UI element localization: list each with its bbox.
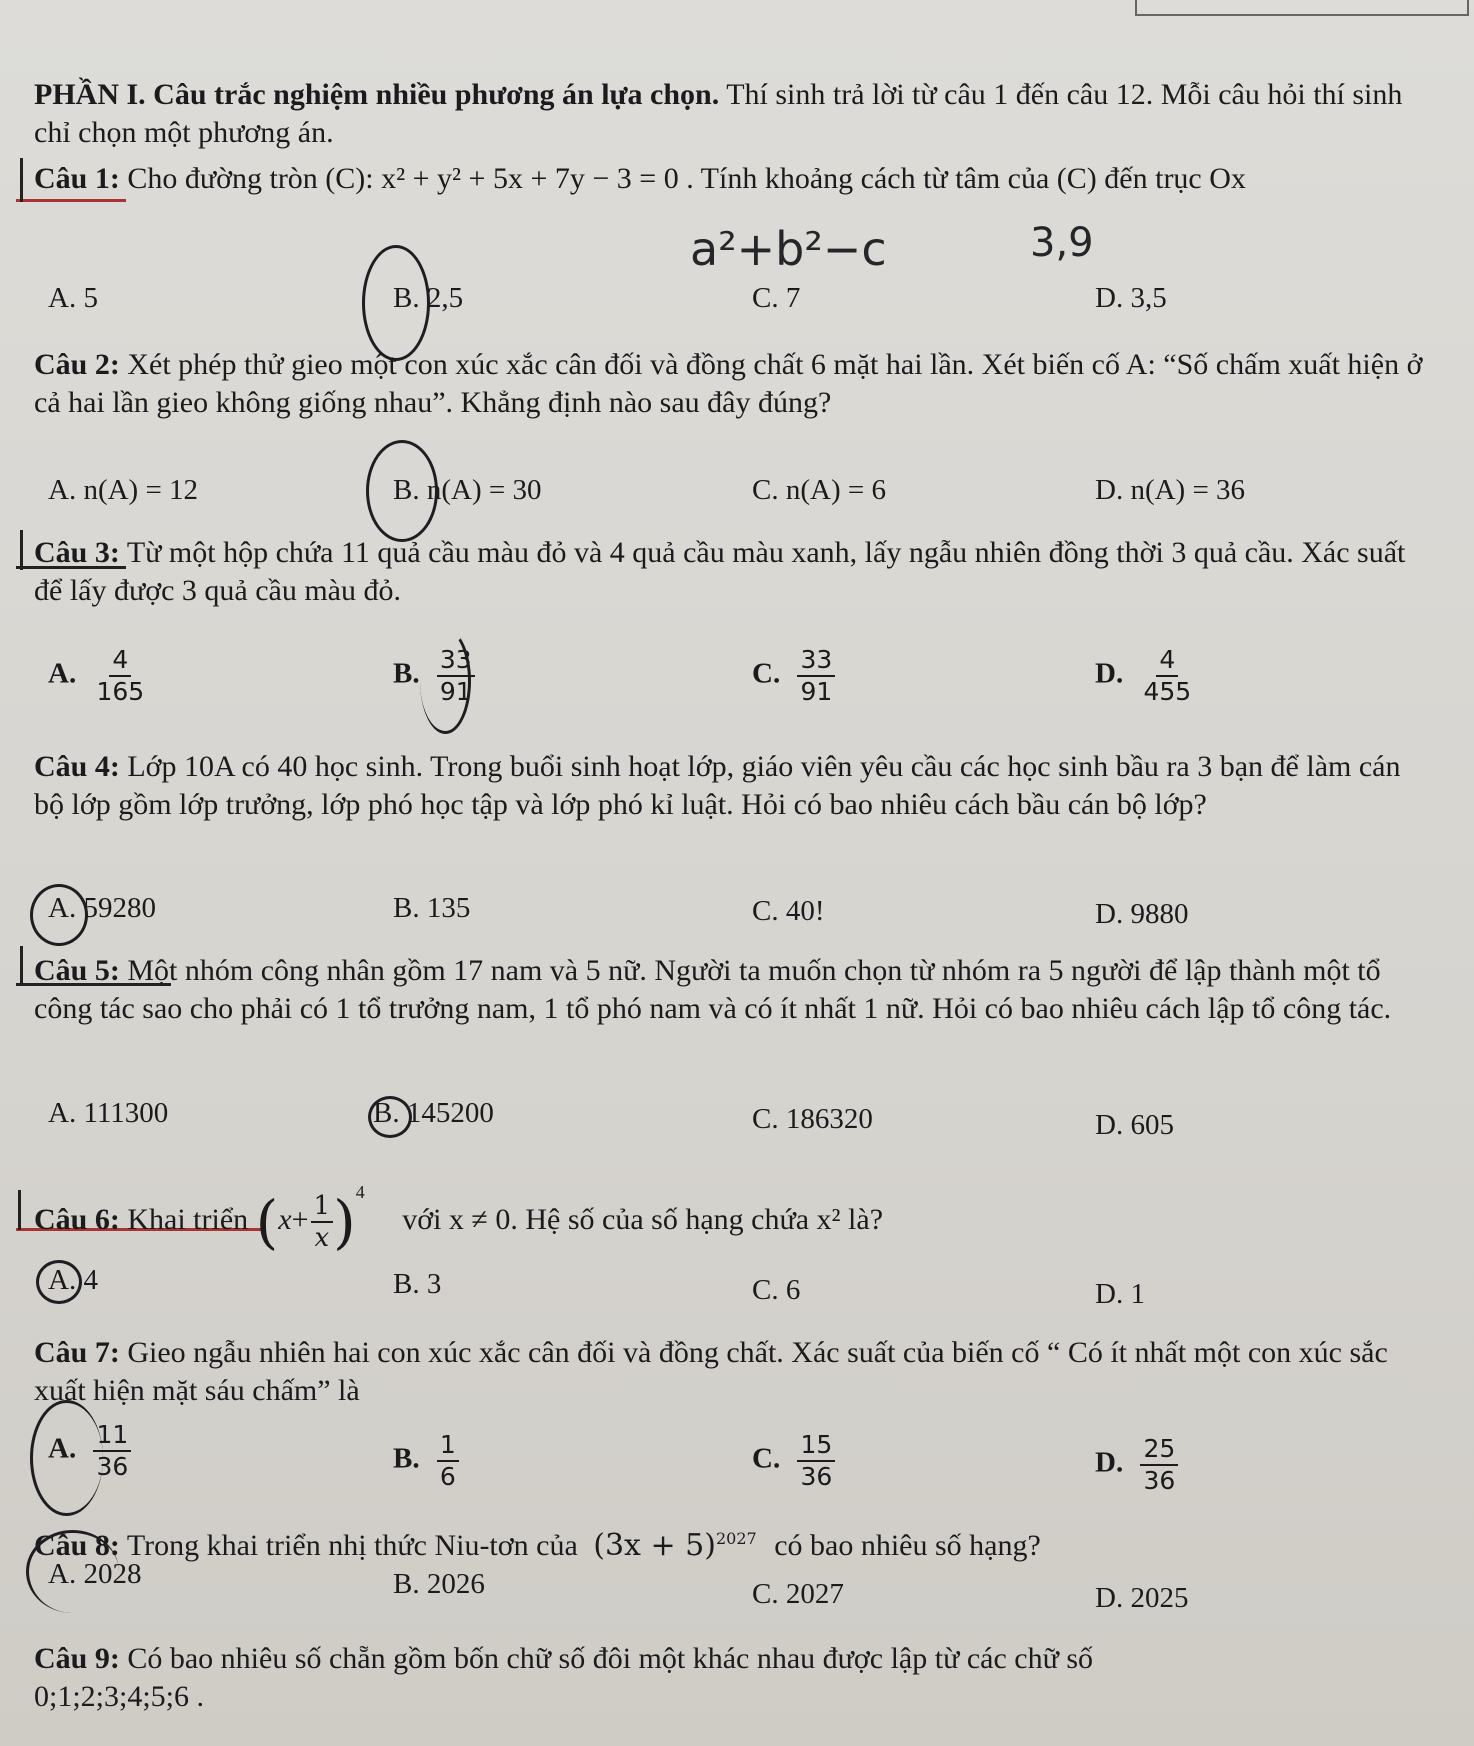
q7-option-b-fraction: $\frac{1}{6}$: [437, 1430, 459, 1492]
q7-option-a-fraction: $\frac{11}{36}$: [93, 1420, 131, 1482]
q7-option-b[interactable]: [393, 1430, 459, 1492]
question-8-text-after: có bao nhiêu số hạng?: [774, 1529, 1041, 1562]
q3-answer-circle: [420, 628, 471, 734]
margin-bracket-q6: [18, 1190, 21, 1230]
question-8-label: Câu 8:: [34, 1529, 120, 1562]
q7-option-c-fraction: $\frac{15}{36}$: [797, 1430, 835, 1492]
q2-option-a[interactable]: A. n(A) = 12: [48, 474, 199, 506]
q3-option-b-fraction: $\frac{33}{91}$: [437, 645, 475, 707]
q3-option-c-letter: C.: [752, 657, 781, 690]
section-instruction: Thí sinh trả lời từ câu 1 đến câu 12. Mỗi câu hỏi thí sinh chỉ chọn một phương án.: [34, 78, 1403, 149]
q5-option-d[interactable]: D. 605: [1095, 1109, 1174, 1141]
q6-answer-circle: [36, 1260, 82, 1304]
q6-option-d[interactable]: D. 1: [1095, 1278, 1145, 1310]
q7-option-b-letter: B.: [393, 1442, 420, 1475]
q3-option-d-letter: D.: [1095, 657, 1124, 690]
q4-answer-circle: [30, 884, 88, 946]
handwriting-formula: a²+b²−c: [690, 222, 887, 276]
q5-answer-circle: [368, 1096, 412, 1138]
q7-option-c-letter: C.: [752, 1442, 781, 1475]
question-8-exponent: 2027: [715, 1529, 757, 1548]
section-title: PHẦN I. Câu trắc nghiệm nhiều phương án lựa chọn.: [34, 78, 720, 111]
q3-option-a-letter: A.: [48, 657, 77, 690]
question-9: [34, 1640, 1434, 1678]
question-6-label: Câu 6:: [34, 1203, 120, 1236]
q1-option-a[interactable]: A. 5: [48, 282, 98, 314]
question-5-text: Một nhóm công nhân gồm 17 nam và 5 nữ. Người ta muốn chọn từ nhóm ra 5 người để lập thành một tổ công tác sao cho phải có 1 tổ trưởng nam, 1 tổ phó nam và có ít nhất 1 nữ. Hỏi có bao nhiêu cách lập tổ công tác.: [34, 954, 1392, 1025]
q4-option-c[interactable]: C. 40!: [752, 895, 825, 927]
q3-option-a[interactable]: [48, 645, 147, 707]
margin-bracket-q5: [20, 946, 23, 986]
q6-option-b[interactable]: B. 3: [393, 1268, 442, 1300]
q8-option-b[interactable]: B. 2026: [393, 1568, 485, 1600]
q8-answer-circle: [26, 1530, 119, 1613]
question-8: [34, 1520, 1434, 1565]
handwriting-answer: 3,9: [1030, 220, 1094, 266]
question-2: [34, 346, 1434, 422]
question-9-text: Có bao nhiêu số chẵn gồm bốn chữ số đôi một khác nhau được lập từ các chữ số: [127, 1642, 1094, 1675]
q4-option-b[interactable]: B. 135: [393, 892, 471, 924]
question-5: [34, 952, 1434, 1028]
q3-option-b-letter: B.: [393, 657, 420, 690]
question-3-text: Từ một hộp chứa 11 quả cầu màu đỏ và 4 quả cầu màu xanh, lấy ngẫu nhiên đồng thời 3 quả cầu. Xác suất để lấy được 3 quả cầu màu đỏ.: [34, 536, 1406, 607]
q7-option-a-letter: A.: [48, 1432, 77, 1465]
question-6-exponent: 4: [355, 1182, 365, 1202]
q7-option-d[interactable]: [1095, 1434, 1178, 1496]
q2-answer-circle: [366, 440, 438, 542]
q8-option-c[interactable]: C. 2027: [752, 1578, 844, 1610]
margin-bracket-q1: [20, 158, 23, 202]
question-1: [34, 160, 1454, 198]
question-7-text: Gieo ngẫu nhiên hai con xúc xắc cân đối và đồng chất. Xác suất của biến cố “ Có ít nhất một con xúc sắc xuất hiện mặt sáu chấm” là: [34, 1336, 1388, 1407]
q7-option-d-fraction: $\frac{25}{36}$: [1140, 1434, 1178, 1496]
q1-option-b[interactable]: B. 2,5: [393, 282, 464, 314]
margin-bracket-q3: [20, 530, 23, 570]
question-3-label: Câu 3:: [34, 536, 120, 569]
underline-q1: [16, 199, 126, 202]
q7-option-d-letter: D.: [1095, 1446, 1124, 1479]
q4-option-a[interactable]: A. 59280: [48, 892, 156, 924]
question-2-text: Xét phép thử gieo một con xúc xắc cân đối và đồng chất 6 mặt hai lần. Xét biến cố A: “Số chấm xuất hiện ở cả hai lần gieo không giống nhau”. Khẳng định nào sau đây đúng?: [34, 348, 1423, 419]
question-6: [34, 1178, 1434, 1257]
question-1-label: Câu 1:: [34, 162, 120, 195]
question-2-label: Câu 2:: [34, 348, 120, 381]
q5-option-a[interactable]: A. 111300: [48, 1097, 169, 1129]
q1-answer-circle: [362, 245, 430, 361]
q5-option-b[interactable]: B. 145200: [373, 1097, 494, 1129]
question-6-text-before: Khai triển: [127, 1203, 249, 1236]
question-8-text-before: Trong khai triển nhị thức Niu-tơn của: [126, 1529, 578, 1562]
q2-option-d[interactable]: D. n(A) = 36: [1095, 474, 1246, 506]
q3-option-d[interactable]: [1095, 645, 1194, 707]
q6-option-a[interactable]: A. 4: [48, 1264, 98, 1296]
question-5-label: Câu 5:: [34, 954, 120, 987]
q1-option-d[interactable]: D. 3,5: [1095, 282, 1167, 314]
q8-option-d[interactable]: D. 2025: [1095, 1582, 1189, 1614]
q8-option-a[interactable]: A. 2028: [48, 1558, 142, 1590]
q7-option-c[interactable]: [752, 1430, 835, 1492]
question-1-text: Cho đường tròn (C): x² + y² + 5x + 7y − 3 = 0 . Tính khoảng cách từ tâm của (C) đến trục Ox: [127, 162, 1246, 195]
question-7-label: Câu 7:: [34, 1336, 120, 1369]
header-box-edge: [1135, 0, 1469, 16]
q5-option-c[interactable]: C. 186320: [752, 1103, 873, 1135]
q3-option-c[interactable]: [752, 645, 835, 707]
q2-option-b[interactable]: B. n(A) = 30: [393, 474, 542, 506]
question-4: [34, 748, 1434, 824]
q7-answer-circle: [30, 1400, 103, 1516]
q2-option-c[interactable]: C. n(A) = 6: [752, 474, 886, 506]
question-4-text: Lớp 10A có 40 học sinh. Trong buổi sinh hoạt lớp, giáo viên yêu cầu các học sinh bầu ra 3 bạn để làm cán bộ lớp gồm lớp trưởng, lớp phó học tập và lớp phó kỉ luật. Hỏi có bao nhiêu cách bầu cán bộ lớp?: [34, 750, 1401, 821]
question-9-digits: 0;1;2;3;4;5;6 .: [34, 1680, 205, 1713]
question-3: [34, 534, 1434, 610]
q3-option-a-fraction: $\frac{4}{165}$: [96, 645, 145, 706]
section-header: [34, 76, 1434, 152]
question-6-expression: (x+ $\frac{1}{x}$ )$^4$: [255, 1182, 365, 1257]
q3-option-c-fraction: $\frac{33}{91}$: [797, 645, 835, 707]
question-9-label: Câu 9:: [34, 1642, 120, 1675]
q1-option-c[interactable]: C. 7: [752, 282, 801, 314]
question-4-label: Câu 4:: [34, 750, 120, 783]
q3-option-d-fraction: $\frac{4}{455}$: [1143, 645, 1192, 706]
question-8-expression: $(3x + 5)^{2027}$: [593, 1528, 757, 1563]
q6-option-c[interactable]: C. 6: [752, 1274, 801, 1306]
question-7: [34, 1334, 1434, 1410]
question-6-text-after: với x ≠ 0. Hệ số của số hạng chứa x² là?: [402, 1203, 884, 1236]
q4-option-d[interactable]: D. 9880: [1095, 898, 1189, 930]
